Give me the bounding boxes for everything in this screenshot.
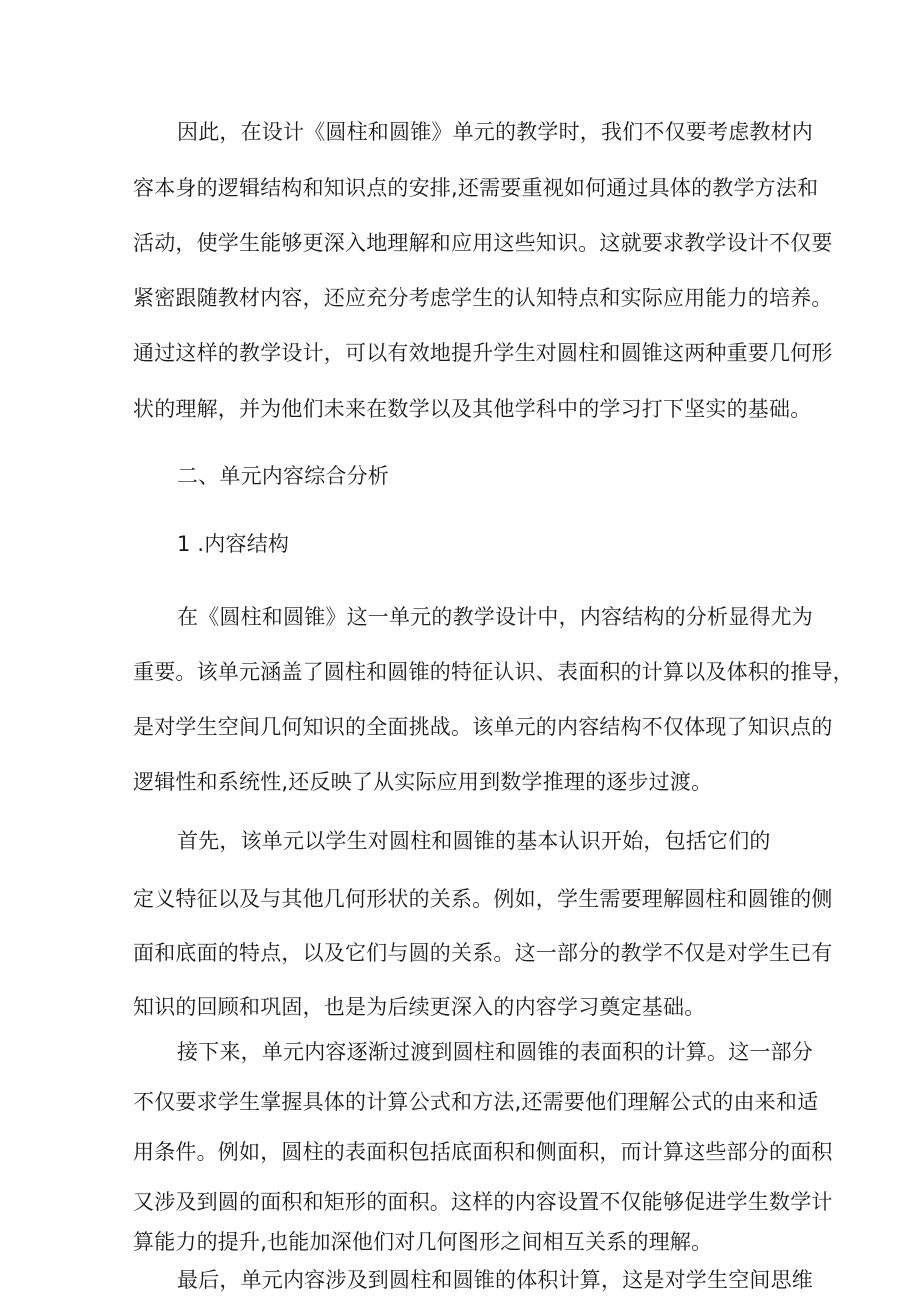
paragraph-3-line-4: 知识的回顾和巩固，也是为后续更深入的内容学习奠定基础。 xyxy=(133,995,706,1019)
paragraph-5-line-1: 最后，单元内容涉及到圆柱和圆锥的体积计算，这是对学生空间思维 xyxy=(177,1268,813,1292)
paragraph-4-line-1: 接下来，单元内容逐渐过渡到圆柱和圆锥的表面积的计算。这一部分 xyxy=(177,1040,813,1064)
paragraph-4-line-5: 算能力的提升,也能加深他们对几何图形之间相互关系的理解。 xyxy=(133,1230,713,1254)
paragraph-2-line-3: 是对学生空间几何知识的全面挑战。该单元的内容结构不仅体现了知识点的 xyxy=(133,715,833,739)
paragraph-2-line-1: 在《圆柱和圆锥》这一单元的教学设计中，内容结构的分析显得尤为 xyxy=(177,605,813,629)
paragraph-1-line-3: 活动，使学生能够更深入地理解和应用这些知识。这就要求教学设计不仅要 xyxy=(133,231,833,255)
paragraph-1-line-2: 容本身的逻辑结构和知识点的安排,还需要重视如何通过具体的教学方法和 xyxy=(133,176,819,200)
paragraph-1-line-1: 因此，在设计《圆柱和圆锥》单元的教学时，我们不仅要考虑教材内 xyxy=(177,120,813,144)
paragraph-4-line-2: 不仅要求学生掌握具体的计算公式和方法,还需要他们理解公式的由来和适 xyxy=(133,1090,819,1114)
paragraph-2-line-2: 重要。该单元涵盖了圆柱和圆锥的特征认识、表面积的计算以及体积的推导， xyxy=(133,660,854,684)
paragraph-1-line-4: 紧密跟随教材内容，还应充分考虑学生的认知特点和实际应用能力的培养。 xyxy=(133,286,833,310)
paragraph-4-line-4: 又涉及到圆的面积和矩形的面积。这样的内容设置不仅能够促进学生数学计 xyxy=(133,1190,833,1214)
paragraph-1-line-6: 状的理解，并为他们未来在数学以及其他学科中的学习打下坚实的基础。 xyxy=(133,397,812,421)
paragraph-1-line-5: 通过这样的教学设计，可以有效地提升学生对圆柱和圆锥这两种重要几何形 xyxy=(133,341,833,365)
paragraph-3-line-1: 首先，该单元以学生对圆柱和圆锥的基本认识开始，包括它们的 xyxy=(177,829,771,853)
subsection-heading: 1 .内容结构 xyxy=(177,532,290,556)
paragraph-3-line-2: 定义特征以及与其他几何形状的关系。例如，学生需要理解圆柱和圆锥的侧 xyxy=(133,887,833,911)
paragraph-3-line-3: 面和底面的特点，以及它们与圆的关系。这一部分的教学不仅是对学生已有 xyxy=(133,941,833,965)
paragraph-4-line-3: 用条件。例如，圆柱的表面积包括底面积和侧面积，而计算这些部分的面积 xyxy=(133,1140,833,1164)
section-heading: 二、单元内容综合分析 xyxy=(177,464,389,488)
paragraph-2-line-4: 逻辑性和系统性,还反映了从实际应用到数学推理的逐步过渡。 xyxy=(133,770,713,794)
